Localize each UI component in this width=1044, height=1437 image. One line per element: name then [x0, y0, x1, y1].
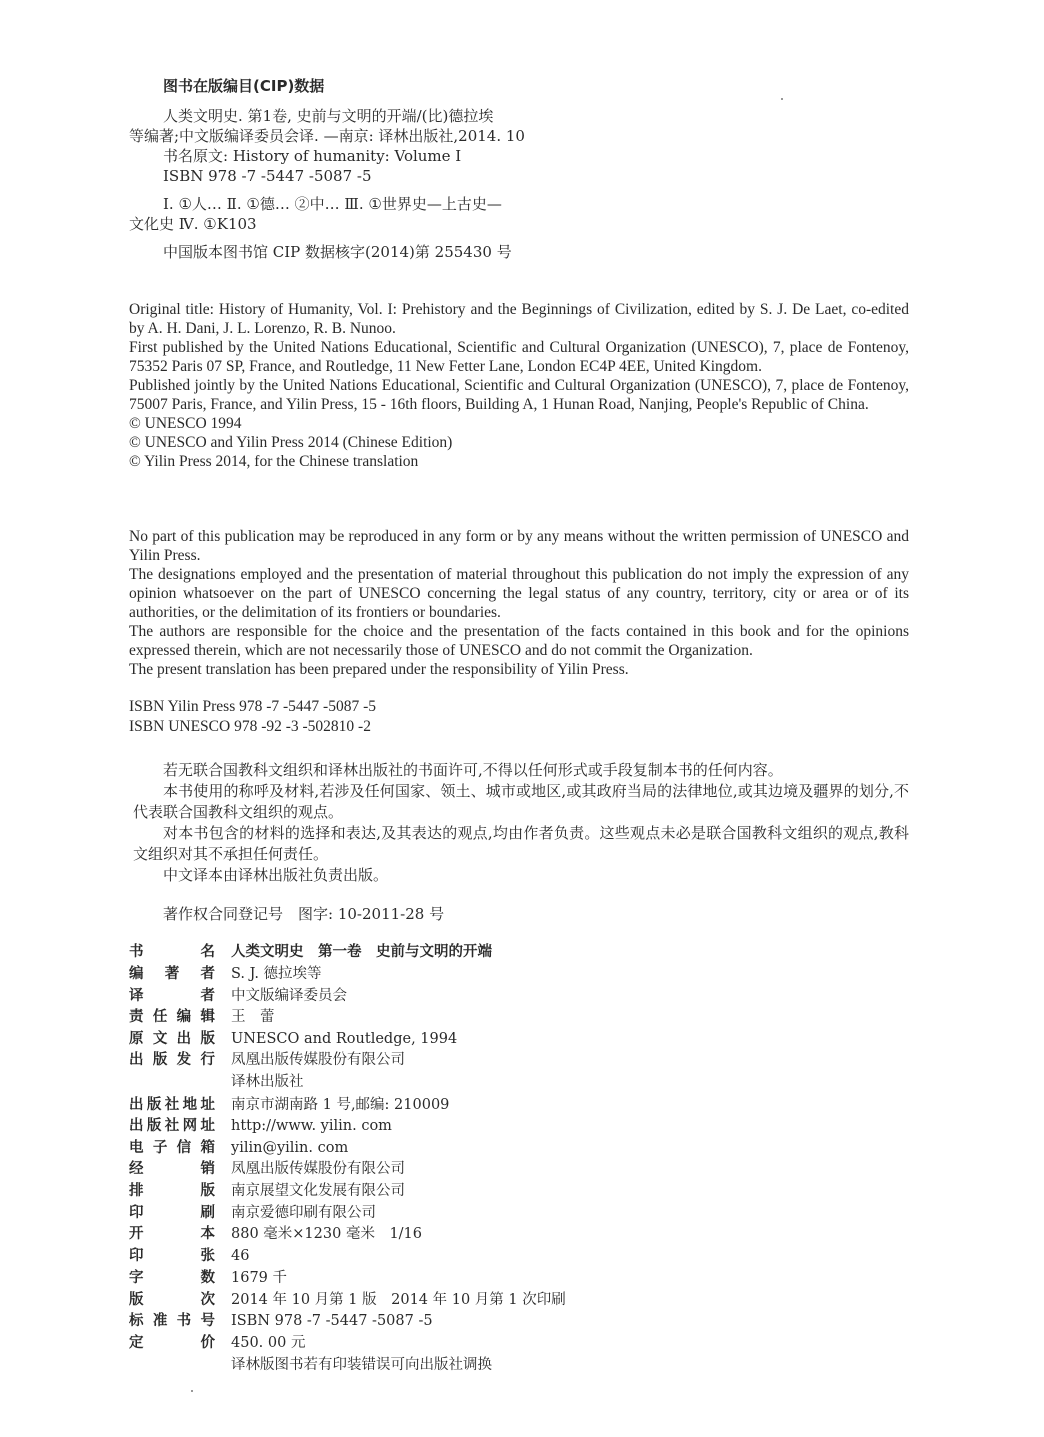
info-value: 译林出版社 — [231, 1074, 304, 1090]
info-row — [129, 1333, 909, 1354]
info-row — [129, 1138, 909, 1159]
info-value: 880 毫米×1230 毫米 1/16 — [231, 1226, 423, 1242]
info-label: 标准书号 — [129, 1313, 215, 1329]
first-published-paragraph: First published by the United Nations Educational, Scientific and Cultural Organization (UNESCO), 7, place de Fontenoy, 75352 Paris 07 SP, France, and Routledge, 11 New Fetter Lane, London EC4P 4EE, United Kingdom. — [129, 339, 909, 375]
info-row — [129, 1290, 909, 1311]
info-label: 版次 — [129, 1292, 215, 1308]
scan-speck — [781, 98, 783, 100]
cip-title: 图书在版编目(CIP)数据 — [163, 77, 325, 95]
info-value: 46 — [231, 1248, 250, 1264]
info-row — [129, 1072, 909, 1093]
published-jointly-paragraph: Published jointly by the United Nations Educational, Scientific and Cultural Organization (UNESCO), 7, place de Fontenoy, 75007 Paris, France, and Yilin Press, 15 - 16th floors, Building A, 1 Hunan Road, Nanjing, People's Republic of China. — [129, 377, 909, 413]
info-row — [129, 1203, 909, 1224]
original-title-paragraph: Original title: History of Humanity, Vol. I: Prehistory and the Beginnings of Civilization, edited by S. J. De Laet, co-edited by A. H. Dani, J. L. Lorenzo, R. B. Nunoo. — [129, 301, 909, 337]
info-row — [129, 1268, 909, 1289]
info-label: 出版社网址 — [129, 1118, 215, 1134]
copyright-yilin: © Yilin Press 2014, for the Chinese translation — [129, 453, 419, 470]
info-label: 书名 — [129, 944, 215, 960]
info-value: 南京市湖南路 1 号,邮编: 210009 — [231, 1097, 450, 1113]
info-value: ISBN 978 -7 -5447 -5087 -5 — [231, 1313, 433, 1329]
info-value: UNESCO and Routledge, 1994 — [231, 1031, 458, 1047]
info-value: 2014 年 10 月第 1 版 2014 年 10 月第 1 次印刷 — [231, 1292, 566, 1308]
info-row — [129, 986, 909, 1007]
english-rights-block — [129, 300, 909, 471]
info-row — [129, 1050, 909, 1071]
chinese-disclaimer-block — [133, 760, 909, 886]
info-value: 南京展望文化发展有限公司 — [231, 1183, 405, 1199]
info-label: 译者 — [129, 988, 215, 1004]
info-row — [129, 1181, 909, 1202]
scan-speck — [191, 1390, 193, 1392]
disclaimer-paragraph: No part of this publication may be reproduced in any form or by any means without the written permission of UNESCO and Yilin Press. — [129, 528, 909, 564]
info-label: 字数 — [129, 1270, 215, 1286]
copyright-unesco-yilin: © UNESCO and Yilin Press 2014 (Chinese Edition) — [129, 434, 453, 451]
info-value: 中文版编译委员会 — [231, 988, 347, 1004]
info-label: 出版发行 — [129, 1052, 215, 1068]
bottom-notice: 译林版图书若有印装错误可向出版社调换 — [231, 1357, 492, 1373]
cip-line: 文化史 Ⅳ. ①K103 — [129, 215, 257, 233]
info-row — [129, 1224, 909, 1245]
info-label: 排版 — [129, 1183, 215, 1199]
info-label: 印刷 — [129, 1205, 215, 1221]
info-row — [129, 1007, 909, 1028]
info-value: 王 蕾 — [231, 1009, 275, 1025]
chinese-disclaimer-paragraph: 对本书包含的材料的选择和表达,及其表达的观点,均由作者负责。这些观点未必是联合国教科文组织的观点,教科文组织对其不承担任何责任。 — [133, 824, 909, 863]
info-value: 凤凰出版传媒股份有限公司 — [231, 1052, 405, 1068]
info-value: http://www. yilin. com — [231, 1118, 392, 1134]
info-value: 1679 千 — [231, 1270, 288, 1286]
cip-line: 等编著;中文版编译委员会译. —南京: 译林出版社,2014. 10 — [129, 127, 525, 145]
cip-line: ISBN 978 -7 -5447 -5087 -5 — [163, 167, 372, 185]
info-label: 编著者 — [129, 966, 215, 982]
disclaimer-paragraph: The present translation has been prepared under the responsibility of Yilin Press. — [129, 661, 629, 678]
info-label: 电子信箱 — [129, 1140, 215, 1156]
chinese-disclaimer-paragraph: 中文译本由译林出版社负责出版。 — [163, 866, 389, 884]
info-row — [129, 1311, 909, 1332]
cip-data-number: 中国版本图书馆 CIP 数据核字(2014)第 255430 号 — [163, 243, 512, 261]
cip-line: Ⅰ. ①人… Ⅱ. ①德… ②中… Ⅲ. ①世界史—上古史— — [163, 195, 502, 213]
info-row — [129, 1246, 909, 1267]
info-label: 印张 — [129, 1248, 215, 1264]
copyright-registration: 著作权合同登记号 图字: 10-2011-28 号 — [163, 905, 445, 923]
info-row-title — [129, 942, 909, 963]
info-label: 责任编辑 — [129, 1009, 215, 1025]
info-row — [129, 1116, 909, 1137]
copyright-unesco: © UNESCO 1994 — [129, 415, 242, 432]
disclaimer-paragraph: The designations employed and the presentation of material throughout this publication do not imply the expression of any opinion whatsoever on the part of UNESCO concerning the legal status of any country, territory, city or area or of its authorities, or the delimitation of its frontiers or boundaries. — [129, 566, 909, 621]
info-value: S. J. 德拉埃等 — [231, 966, 322, 982]
english-disclaimer-block — [129, 527, 909, 679]
info-value: 南京爱德印刷有限公司 — [231, 1205, 376, 1221]
info-value: 人类文明史 第一卷 史前与文明的开端 — [231, 944, 492, 960]
info-row — [129, 1029, 909, 1050]
info-row — [129, 964, 909, 985]
info-label: 原文出版 — [129, 1031, 215, 1047]
info-label: 出版社地址 — [129, 1097, 215, 1113]
chinese-disclaimer-paragraph: 若无联合国教科文组织和译林出版社的书面许可,不得以任何形式或手段复制本书的任何内容。 — [163, 761, 783, 779]
info-value: yilin@yilin. com — [231, 1140, 349, 1156]
info-value: 凤凰出版传媒股份有限公司 — [231, 1161, 405, 1177]
cip-line: 人类文明史. 第1卷, 史前与文明的开端/(比)德拉埃 — [163, 107, 494, 125]
info-value: 450. 00 元 — [231, 1335, 306, 1351]
info-label: 定价 — [129, 1335, 215, 1351]
chinese-disclaimer-paragraph: 本书使用的称呼及材料,若涉及任何国家、领土、城市或地区,或其政府当局的法律地位,或其边境及疆界的划分,不代表联合国教科文组织的观点。 — [133, 782, 909, 821]
info-label: 经销 — [129, 1161, 215, 1177]
cip-line: 书名原文: History of humanity: Volume Ⅰ — [163, 147, 462, 165]
disclaimer-paragraph: The authors are responsible for the choice and the presentation of the facts contained in this book and for the opinions expressed therein, which are not necessarily those of UNESCO and do not commit the Organization. — [129, 623, 909, 659]
info-row — [129, 1095, 909, 1116]
info-label: 开本 — [129, 1226, 215, 1242]
isbn-yilin: ISBN Yilin Press 978 -7 -5447 -5087 -5 — [129, 698, 376, 715]
isbn-unesco: ISBN UNESCO 978 -92 -3 -502810 -2 — [129, 718, 371, 735]
info-row — [129, 1159, 909, 1180]
